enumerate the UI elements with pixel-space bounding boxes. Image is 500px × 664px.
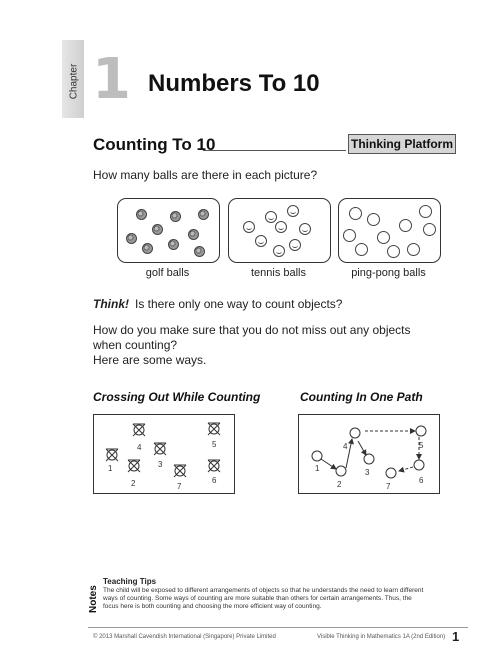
page-number: 1: [452, 629, 460, 644]
path-arrow: [321, 459, 336, 469]
paragraph-line-3: Here are some ways.: [93, 353, 207, 367]
count-label: 1: [315, 464, 320, 473]
golf-ball: [152, 224, 163, 235]
one-path-diagram: [298, 414, 440, 494]
count-label: 2: [337, 480, 342, 489]
tips-line: ways of counting. Some ways of counting are more suitable than others for certain arrangements. Thus, the: [103, 595, 412, 602]
path-object: [350, 428, 360, 438]
golf-balls-caption: golf balls: [145, 267, 190, 279]
count-label: 3: [365, 468, 370, 477]
question-text: How many balls are there in each picture?: [93, 168, 318, 182]
ping-pong-ball: [355, 243, 368, 256]
tennis-ball: [275, 221, 287, 233]
crossing-out-diagram: [93, 414, 235, 494]
teaching-tips-body: [103, 587, 475, 611]
golf-ball: [198, 209, 209, 220]
golf-ball: [170, 211, 181, 222]
golf-ball: [168, 239, 179, 250]
tips-line: The child will be exposed to different arrangements of objects so that he understands the need to learn different: [103, 587, 424, 594]
tennis-ball: [265, 211, 277, 223]
crossed-object: [208, 460, 220, 472]
count-label: 7: [386, 482, 391, 491]
tennis-ball: [299, 223, 311, 235]
ping-pong-ball: [387, 245, 400, 258]
path-object: [336, 466, 346, 476]
footer-rule: [88, 627, 468, 628]
count-label: 6: [212, 476, 217, 485]
golf-ball: [126, 233, 137, 244]
count-label: 7: [177, 482, 182, 491]
crossed-object: [154, 443, 166, 455]
path-arrow: [358, 441, 366, 455]
chapter-label: Chapter: [68, 63, 80, 100]
path-object: [386, 468, 396, 478]
path-arrow: [399, 467, 413, 471]
tennis-ball: [243, 221, 255, 233]
golf-ball: [194, 246, 205, 257]
tennis-balls-caption: tennis balls: [250, 267, 307, 279]
count-label: 6: [419, 476, 424, 485]
crossed-object: [133, 424, 145, 436]
notes-badge: [86, 575, 100, 615]
path-object: [312, 451, 322, 461]
path-object: [414, 460, 424, 470]
tennis-ball: [289, 239, 301, 251]
ping-pong-ball: [419, 205, 432, 218]
think-text: Is there only one way to count objects?: [135, 297, 343, 311]
count-label: 1: [108, 464, 113, 473]
book-title: Visible Thinking in Mathematics 1A (2nd Edition): [317, 634, 446, 640]
golf-balls-picture: [117, 198, 220, 263]
copyright-text: © 2013 Marshall Cavendish International (Singapore) Private Limited: [93, 634, 276, 640]
count-label: 4: [343, 442, 348, 451]
crossed-object: [174, 465, 186, 477]
think-label: Think!: [93, 297, 129, 311]
count-label: 2: [131, 479, 136, 488]
ping-pong-ball: [349, 207, 362, 220]
path-object: [416, 426, 426, 436]
ping-pong-balls-picture: [338, 198, 441, 263]
paragraph-line-2: when counting?: [93, 338, 178, 352]
thinking-platform-label: Thinking Platform: [348, 134, 456, 154]
tennis-balls-picture: [228, 198, 331, 263]
count-label: 3: [158, 460, 163, 469]
golf-ball: [142, 243, 153, 254]
crossed-object: [128, 460, 140, 472]
tennis-ball: [273, 245, 285, 257]
ping-pong-ball: [367, 213, 380, 226]
chapter-title: Numbers To 10: [148, 70, 320, 97]
tennis-ball: [255, 235, 267, 247]
chapter-number: 1: [92, 47, 131, 112]
teaching-tips-title: Teaching Tips: [103, 577, 157, 586]
ping-pong-balls-caption: ping-pong balls: [351, 267, 426, 279]
path-object: [364, 454, 374, 464]
ping-pong-ball: [343, 229, 356, 242]
one-path-title: Counting In One Path: [300, 390, 423, 404]
ping-pong-ball: [407, 243, 420, 256]
crossed-object: [106, 449, 118, 461]
paragraph-line-1: How do you make sure that you do not miss out any objects: [93, 323, 411, 337]
tennis-ball: [287, 205, 299, 217]
section-rule: [203, 150, 346, 151]
count-label: 5: [419, 441, 424, 450]
count-label: 5: [212, 440, 217, 449]
ping-pong-ball: [399, 219, 412, 232]
ping-pong-ball: [423, 223, 436, 236]
section-title: Counting To 10: [93, 135, 216, 154]
count-label: 4: [137, 443, 142, 452]
golf-ball: [188, 229, 199, 240]
tips-line: focus here is both counting and choosing the more efficient way of counting.: [103, 603, 322, 610]
think-question: [93, 297, 342, 311]
ping-pong-ball: [377, 231, 390, 244]
crossed-object: [208, 423, 220, 435]
crossing-out-title: Crossing Out While Counting: [93, 390, 261, 404]
golf-ball: [136, 209, 147, 220]
notes-label: Notes: [88, 585, 99, 613]
